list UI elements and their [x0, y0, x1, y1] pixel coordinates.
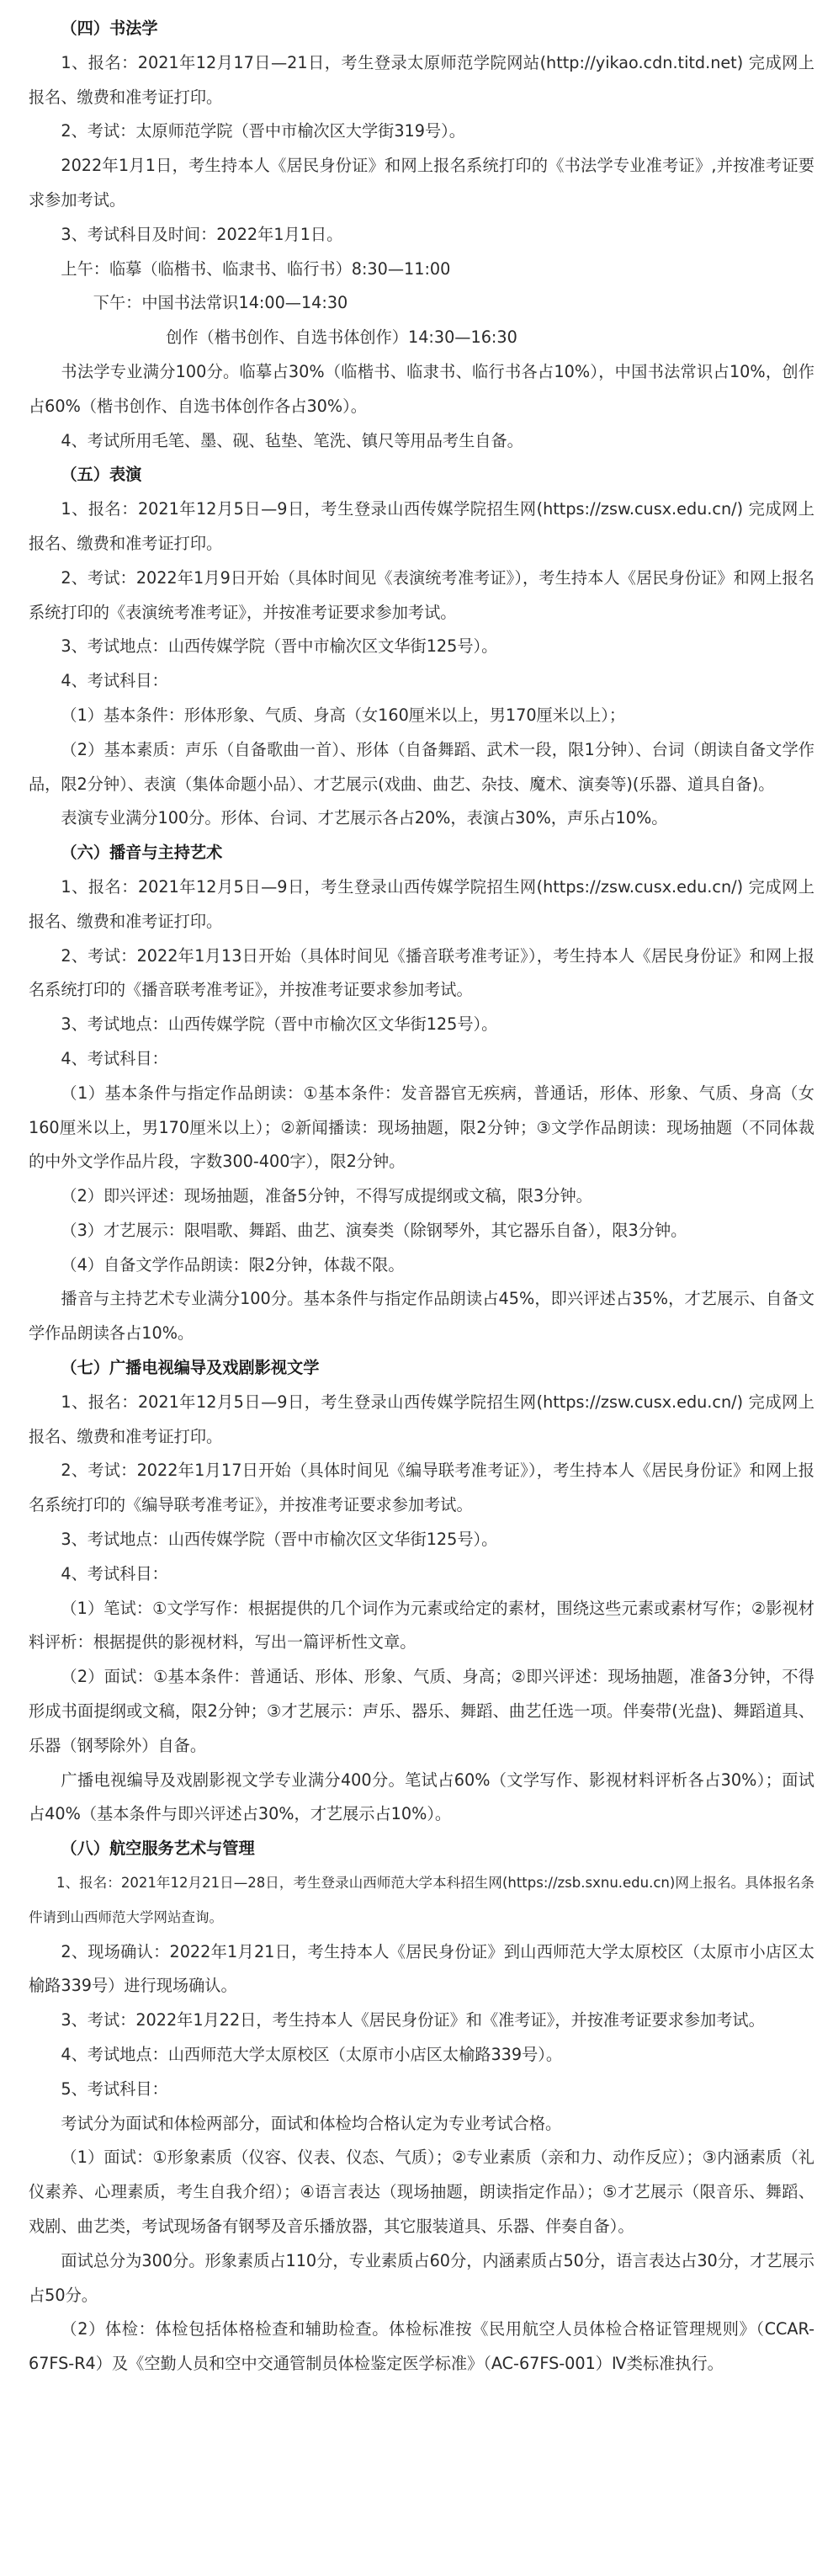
section — [29, 12, 814, 458]
paragraph: 上午：临摹（临楷书、临隶书、临行书）8:30—11:00 — [61, 258, 451, 279]
paragraph: 2022年1月1日，考生持本人《居民身份证》和网上报名系统打印的《书法学专业准考证》,并按准考证要求参加考试。 — [29, 156, 814, 210]
paragraph: （2）即兴评述：现场抽题，准备5分钟，不得写成提纲或文稿，限3分钟。 — [61, 1186, 592, 1206]
paragraph: （4）自备文学作品朗读：限2分钟，体裁不限。 — [61, 1254, 405, 1275]
section — [29, 1351, 814, 1832]
paragraph: 4、考试地点：山西师范大学太原校区（太原市小店区太榆路339号）。 — [61, 2045, 563, 2065]
paragraph: 2、考试：2022年1月9日开始（具体时间见《表演统考准考证》），考生持本人《居民身份证》和网上报名系统打印的《表演统考准考证》，并按准考证要求参加考试。 — [29, 567, 814, 622]
paragraph: （2）面试：①基本条件：普通话、形体、形象、气质、身高；②即兴评述：现场抽题，准备3分钟，不得形成书面提纲或文稿，限2分钟；③才艺展示：声乐、器乐、舞蹈、曲艺任选一项。伴奏带(光盘)、舞蹈道具、乐器（钢琴除外）自备。 — [29, 1667, 814, 1755]
paragraph: 表演专业满分100分。形体、台词、才艺展示各占20%，表演占30%，声乐占10%。 — [61, 808, 668, 828]
paragraph: 2、考试：太原师范学院（晋中市榆次区大学街319号）。 — [61, 121, 465, 141]
paragraph: 3、考试：2022年1月22日，考生持本人《居民身份证》和《准考证》，并按准考证要求参加考试。 — [61, 2010, 765, 2030]
section — [29, 836, 814, 1351]
paragraph: 3、考试地点：山西传媒学院（晋中市榆次区文华街125号）。 — [61, 1014, 498, 1035]
paragraph: 2、现场确认：2022年1月21日，考生持本人《居民身份证》到山西师范大学太原校区（太原市小店区太榆路339号）进行现场确认。 — [29, 1941, 814, 1996]
paragraph: 1、报名：2021年12月5日—9日，考生登录山西传媒学院招生网(https://zsw.cusx.edu.cn/) 完成网上报名、缴费和准考证打印。 — [29, 499, 814, 553]
paragraph: （1）基本条件与指定作品朗读：①基本条件：发音器官无疾病，普通话，形体、形象、气质、身高（女160厘米以上，男170厘米以上）；②新闻播读：现场抽题，限2分钟；③文学作品朗读：现场抽题（不同体裁的中外文学作品片段，字数300-400字），限2分钟。 — [29, 1083, 814, 1172]
paragraph: 4、考试科目： — [61, 1048, 168, 1068]
paragraph: 广播电视编导及戏剧影视文学专业满分400分。笔试占60%（文学写作、影视材料评析各占30%）；面试占40%（基本条件与即兴评述占30%，才艺展示占10%）。 — [29, 1770, 814, 1824]
paragraph: （1）面试：①形象素质（仪容、仪表、仪态、气质）；②专业素质（亲和力、动作反应）；③内涵素质（礼仪素养、心理素质，考生自我介绍）；④语言表达（现场抽题，朗读指定作品）；⑤才艺展示（限音乐、舞蹈、戏剧、曲艺类，考试现场备有钢琴及音乐播放器，其它服装道具、乐器、伴奏自备）。 — [29, 2148, 814, 2236]
section-heading: （六）播音与主持艺术 — [61, 843, 223, 863]
paragraph: （1）笔试：①文学写作：根据提供的几个词作为元素或给定的素材，围绕这些元素或素材写作；②影视材料评析：根据提供的影视材料，写出一篇评析性文章。 — [29, 1598, 814, 1653]
paragraph: 播音与主持艺术专业满分100分。基本条件与指定作品朗读占45%，即兴评述占35%，才艺展示、自备文学作品朗读各占10%。 — [29, 1289, 814, 1344]
section-heading: （五）表演 — [61, 465, 142, 485]
paragraph: （1）基本条件：形体形象、气质、身高（女160厘米以上，男170厘米以上）； — [61, 705, 626, 725]
paragraph: 1、报名：2021年12月21日—28日，考生登录山西师范大学本科招生网(https://zsb.sxnu.edu.cn)网上报名。具体报名条件请到山西师范大学网站查询。 — [29, 1875, 814, 1925]
paragraph: 下午：中国书法常识14:00—14:30 — [93, 293, 348, 313]
paragraph: 4、考试所用毛笔、墨、砚、毡垫、笔洗、镇尺等用品考生自备。 — [61, 430, 523, 450]
paragraph: 1、报名：2021年12月5日—9日，考生登录山西传媒学院招生网(https://zsw.cusx.edu.cn/) 完成网上报名、缴费和准考证打印。 — [29, 876, 814, 931]
paragraph: （3）才艺展示：限唱歌、舞蹈、曲艺、演奏类（除钢琴外，其它器乐自备），限3分钟。 — [61, 1220, 687, 1240]
paragraph: 3、考试地点：山西传媒学院（晋中市榆次区文华街125号）。 — [61, 636, 498, 657]
paragraph: （2）基本素质：声乐（自备歌曲一首）、形体（自备舞蹈、武术一段，限1分钟）、台词（朗读自备文学作品，限2分钟）、表演（集体命题小品）、才艺展示(戏曲、曲艺、杂技、魔术、演奏等)(乐器、道具自备)。 — [29, 739, 814, 794]
paragraph: 书法学专业满分100分。临摹占30%（临楷书、临隶书、临行书各占10%），中国书法常识占10%，创作占60%（楷书创作、自选书体创作各占30%）。 — [29, 361, 814, 416]
paragraph: 4、考试科目： — [61, 671, 168, 691]
paragraph: 2、考试：2022年1月17日开始（具体时间见《编导联考准考证》），考生持本人《居民身份证》和网上报名系统打印的《编导联考准考证》，并按准考证要求参加考试。 — [29, 1461, 814, 1515]
paragraph: 3、考试科目及时间：2022年1月1日。 — [61, 224, 343, 244]
paragraph: 面试总分为300分。形象素质占110分，专业素质占60分，内涵素质占50分，语言表达占30分，才艺展示占50分。 — [29, 2250, 814, 2305]
paragraph: 考试分为面试和体检两部分，面试和体检均合格认定为专业考试合格。 — [61, 2113, 562, 2133]
paragraph: 3、考试地点：山西传媒学院（晋中市榆次区文华街125号）。 — [61, 1530, 498, 1550]
section — [29, 458, 814, 836]
paragraph: 4、考试科目： — [61, 1563, 168, 1583]
section-heading: （四）书法学 — [61, 19, 158, 38]
paragraph: 1、报名：2021年12月5日—9日，考生登录山西传媒学院招生网(https://zsw.cusx.edu.cn/) 完成网上报名、缴费和准考证打印。 — [29, 1392, 814, 1446]
section — [29, 1832, 814, 2382]
paragraph: 5、考试科目： — [61, 2078, 168, 2099]
paragraph: （2）体检：体检包括体格检查和辅助检查。体检标准按《民用航空人员体检合格证管理规则》（CCAR-67FS-R4）及《空勤人员和空中交通管制员体检鉴定医学标准》（AC-67FS-001）Ⅳ类标准执行。 — [29, 2319, 814, 2374]
section-heading: （八）航空服务艺术与管理 — [61, 1839, 255, 1859]
paragraph: 1、报名：2021年12月17日—21日，考生登录太原师范学院网站(http://yikao.cdn.titd.net) 完成网上报名、缴费和准考证打印。 — [29, 52, 814, 107]
paragraph: 创作（楷书创作、自选书体创作）14:30—16:30 — [166, 327, 517, 348]
section-heading: （七）广播电视编导及戏剧影视文学 — [61, 1358, 320, 1378]
paragraph: 2、考试：2022年1月13日开始（具体时间见《播音联考准考证》），考生持本人《居民身份证》和网上报名系统打印的《播音联考准考证》，并按准考证要求参加考试。 — [29, 945, 814, 1000]
